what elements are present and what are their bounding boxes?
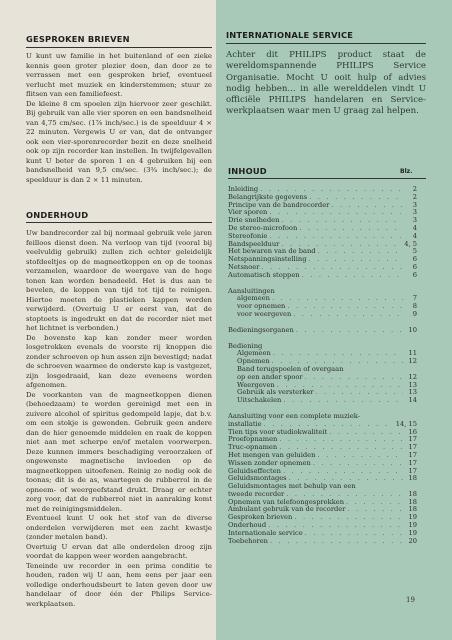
toc-entry-label: Belangrijkste gegevens (228, 192, 308, 201)
toc-entry-page: 19 (408, 521, 417, 530)
paragraph: U kunt uw familie in het buitenland of een zieke kennis geen groter plezier doen, dan door ze te verrassen met een gesproken brief, eventueel verlucht met muziek en kinderstemmen; stuur ze flitsen van een familiefeest. (26, 52, 212, 98)
toc-entry (228, 538, 417, 546)
toc-entry (228, 327, 417, 335)
section-rule (26, 47, 212, 48)
toc-entry-page: 8 (412, 302, 417, 311)
toc-entry-label: Vier sporen (228, 208, 268, 217)
toc-entry-page: 13 (408, 388, 417, 397)
toc-entry-label: Band terugspoelen of overgaan (237, 364, 344, 373)
toc-entry-page: 11 (408, 349, 417, 358)
section-title-inhoud: INHOUD (228, 166, 267, 176)
toc-leader-dots (283, 397, 403, 405)
paragraph: Overtuig U ervan dat alle onderdelen droog zijn voordat de kappen weer worden aangebracht. (26, 542, 212, 560)
paragraph: Eventueel kunt U ook het stof van de diverse onderdelen verwijderen met een zacht kwastje (zonder metalen band). (26, 514, 212, 541)
toc-entry (228, 272, 417, 280)
toc-leader-dots (317, 452, 403, 460)
toc-entry-page: 4 (412, 223, 417, 232)
toc-entry-label: Bandspeelduur (228, 239, 280, 248)
toc-entry-label: Principe van de bandrecorder (228, 200, 330, 209)
toc-entry-page: 3 (412, 208, 417, 217)
toc-entry-label: voor weergeven (237, 309, 292, 318)
section-rule (26, 222, 212, 223)
toc-entry-page: 12 (408, 357, 417, 366)
toc-leader-dots (273, 350, 403, 358)
toc-entry-page: 3 (412, 200, 417, 209)
toc-entry-label: Tien tips voor studiokwaliteit (228, 427, 328, 436)
toc-leader-dots (299, 225, 403, 233)
toc-entry-label: Gesproken brieven (228, 513, 293, 522)
toc-entry-page: 14, 15 (395, 419, 417, 428)
toc-leader-dots (287, 303, 403, 311)
toc-leader-dots (346, 499, 403, 507)
toc-entry-label: Netsnoer (228, 262, 260, 271)
toc-entry-label: Uitschakelen (237, 396, 282, 405)
toc-entry-label: Aansluitingen (228, 286, 275, 295)
toc-entry-page: 13 (408, 380, 417, 389)
toc-entry-label: Drie snelheden (228, 216, 280, 225)
toc-entry-label: Geluidsmontages (228, 474, 287, 483)
toc-entry-page: 17 (408, 458, 417, 467)
toc-entry-page: 6 (412, 262, 417, 271)
toc-entry-page: 14 (408, 396, 417, 405)
onderhoud-text (26, 229, 212, 609)
toc-entry-page: 12 (408, 372, 417, 381)
toc-leader-dots (293, 311, 403, 319)
toc-leader-dots (331, 202, 403, 210)
toc-entry-label: Algemeen (237, 349, 271, 358)
toc-leader-dots (270, 538, 403, 546)
toc-entry-page: 2 (412, 185, 417, 193)
toc-entry-label: Automatisch stoppen (228, 270, 300, 279)
toc-leader-dots (305, 530, 403, 538)
page-number: 19 (406, 596, 415, 604)
toc-entry-page: 18 (408, 474, 417, 483)
toc-entry-page: 7 (412, 294, 417, 303)
paragraph: De kleine 8 cm spoelen zijn hiervoor zeer geschikt. Bij gebruik van alle vier sporen en een bandsnelheid van 4,75 cm/sec. (1⅞ inch/sec.) is de speelduur 4 × 22 minuten. Vergewis U er van, dat de ontvanger ook een vier-sporenrecorder bezit en deze snelheid ook op zijn recorder kan instellen. In twijfelgevallen kunt U beter de sporen 1 en 4 gebruiken bij een bandsnelheid van 9,5 cm/sec. (3¾ inch/sec.); de speelduur is dan 2 × 11 minuten. (26, 99, 212, 184)
toc-entry-label: Toebehoren (228, 536, 268, 545)
toc-entry-label: Opnemen (237, 357, 270, 366)
section-rule (226, 43, 426, 44)
toc-entry (228, 397, 417, 405)
toc-leader-dots (318, 248, 403, 256)
toc-leader-dots (347, 506, 403, 514)
toc-entry-page: 4 (412, 231, 417, 240)
toc-leader-dots (316, 389, 404, 397)
toc-entry-label: Onderhoud (228, 521, 267, 530)
toc-entry-page: 19 (408, 513, 417, 522)
section-rule (228, 178, 426, 179)
toc-entry-label: Internationale service (228, 528, 303, 537)
toc-entry-page: 17 (408, 435, 417, 444)
toc-entry-label: Opnemen van telefoongesprekken (228, 497, 345, 506)
toc-entry-label: Gebruik als versterker (237, 388, 314, 397)
toc-leader-dots (296, 327, 403, 335)
toc-entry-label: Ambulant gebruik van de recorder (228, 505, 346, 514)
toc-entry-label: Het bewaren van de band (228, 247, 316, 256)
toc-entry-label: voor opnemen (237, 302, 286, 311)
toc-entry-label: Inleiding (228, 185, 259, 193)
toc-entry-page: 19 (408, 528, 417, 537)
toc-leader-dots (272, 295, 403, 303)
section-title-onderhoud: ONDERHOUD (26, 210, 89, 220)
paragraph: De bovenste kap kan zonder meer worden losgetrokken evenals de voorste rij knoppen die zonder schroeven op hun assen zijn bevestigd; nadat de schroeven waarmee de onderste kap is vastgezet, zijn losgedraaid, kan deze eveneens worden afgenomen. (26, 333, 212, 389)
toc-entry-label: algemeen (237, 294, 270, 303)
toc-leader-dots (302, 272, 403, 280)
toc-entry-page: 17 (408, 450, 417, 459)
toc-entry-label: Geluidseffecten (228, 466, 281, 475)
toc-leader-dots (309, 256, 404, 264)
table-of-contents (228, 186, 417, 545)
paragraph: Uw bandrecorder zal bij normaal gebruik vele jaren feilloos dienst doen. Na verloop van tijd (vooral bij veelvuldig gebruik) zullen zich echter geleidelijk stofdeeltjes op de magneetkoppen en op de toonas verzamelen, waardoor de weergave van de hoge tonen kan worden benadeeld. Het is dus aan te bevelen, de koppen van tijd tot tijd te reinigen. Hiertoe moeten de plastieken kappen worden verwijderd. (Overtuig U er eerst van, dat de stoptoets is ingedrukt en dat de recorder niet met het lichtnet is verbonden.) (26, 229, 212, 332)
toc-entry-label: Stereofonie (228, 231, 268, 240)
toc-entry-page: 4, 5 (404, 239, 417, 248)
toc-entry-page: 9 (412, 309, 417, 318)
toc-entry-page: 18 (408, 497, 417, 506)
toc-entry-label: Truc-opnamen (228, 443, 278, 452)
toc-entry-label: op een ander spoor (237, 372, 303, 381)
toc-leader-dots (313, 460, 403, 468)
toc-entry-label: Weergeven (237, 380, 275, 389)
section-title-internationale-service: INTERNATIONALE SERVICE (226, 30, 354, 40)
toc-entry-page: 16 (408, 427, 417, 436)
toc-leader-dots (269, 209, 403, 217)
toc-entry-page: 17 (408, 443, 417, 452)
toc-entry (228, 311, 417, 319)
gesproken-brieven-text (26, 52, 212, 185)
toc-leader-dots (283, 468, 403, 476)
toc-entry-label: Netspanningsinstelling (228, 255, 307, 264)
toc-entry-page: 6 (412, 270, 417, 279)
toc-entry-page: 2 (412, 192, 417, 201)
paragraph: De voorkanten van de magneetkoppen dienen (behoedzaam) te worden gereinigd met een in zuivere alcohol of spiritus gedompeld lapje, dat b.v. om een stokje is gewonden. Gebruik geen andere dan de hier genoemde middelen en raak de koppen niet aan met scherpe en/of metalen voorwerpen. Deze kunnen immers beschadiging veroorzaken of ongewenste magnetische invloeden op de magneetkoppen uitoefenen. Reinig zo nodig ook de toonas; dit is de as, waartegen de rubberrol in de opneem- of weergeefstand drukt. Draag er echter zorg voor, dat de rubberrol niet in aanraking komt met de reinigingsmiddelen. (26, 390, 212, 513)
toc-entry-label: Geluidsmontages met behulp van een (228, 482, 356, 491)
toc-entry-page: 3 (412, 216, 417, 225)
toc-leader-dots (269, 233, 403, 241)
toc-entry-label: Wissen zonder opnemen (228, 458, 311, 467)
toc-entry-label: Aansluiting voor een complete muziek- (228, 411, 360, 420)
toc-entry-label: Bediening (228, 341, 263, 350)
toc-entry-label: Proefopnamen (228, 435, 278, 444)
toc-leader-dots (281, 217, 403, 225)
toc-entry-label: De stereo-microfoon (228, 223, 298, 232)
page-column-header: Blz. (400, 168, 413, 175)
toc-entry-page: 10 (408, 325, 417, 334)
toc-entry-label: tweede recorder (228, 489, 285, 498)
toc-entry-label: Het mengen van geluiden (228, 450, 316, 459)
toc-entry-page: 6 (412, 255, 417, 264)
toc-entry-page: 20 (408, 536, 417, 545)
toc-entry-page: 18 (408, 489, 417, 498)
toc-leader-dots (329, 429, 403, 437)
section-title-gesproken-brieven: GESPROKEN BRIEVEN (26, 34, 130, 44)
toc-entry-page: 18 (408, 505, 417, 514)
toc-entry-page: 5 (412, 247, 417, 256)
toc-entry-page: 17 (408, 466, 417, 475)
toc-leader-dots (279, 436, 403, 444)
toc-leader-dots (305, 374, 403, 382)
internationale-service-text: Achter dit PHILIPS product staat de wereldomspannende PHILIPS Service Organisatie. Mocht U ooit hulp of advies nodig hebben... in alle werelddelen vindt U officiële PHILIPS handelaren en Service-werkplaatsen waar men U graag zal helpen. (226, 50, 426, 117)
toc-entry-label: Bedieningsorganen (228, 325, 294, 334)
toc-leader-dots (294, 514, 403, 522)
toc-entry-label: installatie (228, 419, 262, 428)
paragraph: Teneinde uw recorder in een prima conditie te houden, raden wij U aan, hem eens per jaar een volledige onderhoudsbeurt te laten geven door uw handelaar of door één der Philips Service-werkplaatsen. (26, 561, 212, 608)
